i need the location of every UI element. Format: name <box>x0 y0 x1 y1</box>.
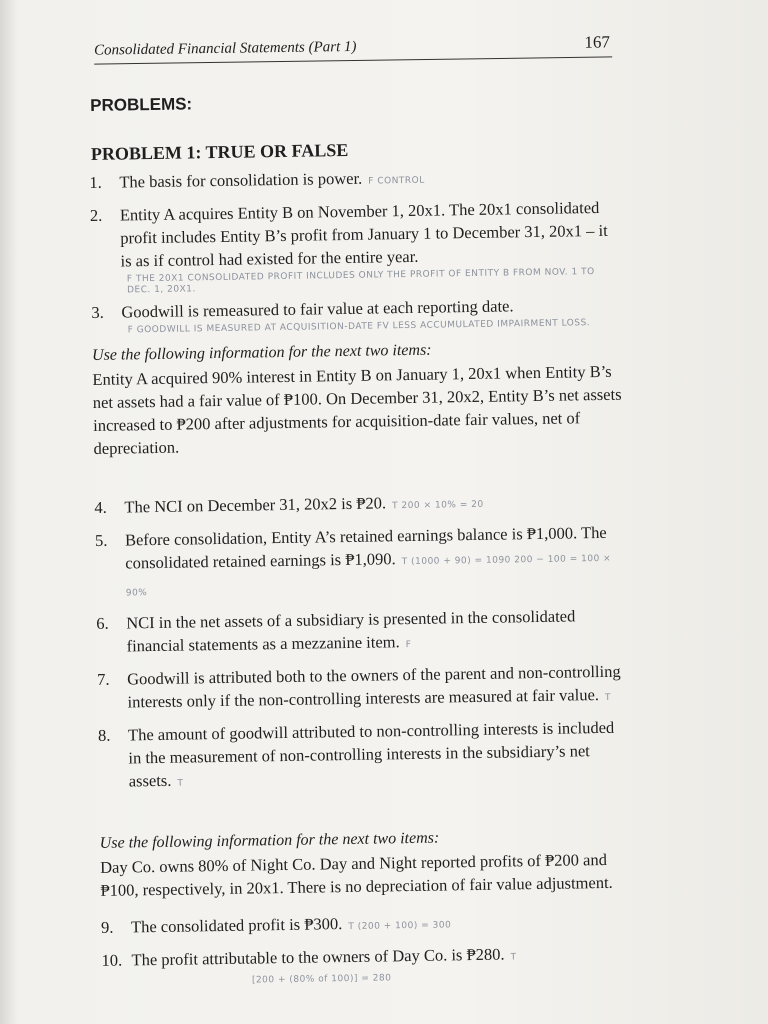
question-number: 7. <box>97 669 110 689</box>
page-content <box>88 88 632 993</box>
section-heading: PROBLEMS: <box>89 94 193 115</box>
question-text: NCI in the net assets of a subsidiary is presented in the consolidated financial statements as a mezzanine item. <box>126 606 576 656</box>
question-number: 8. <box>97 725 111 745</box>
question-number: 2. <box>89 205 103 225</box>
question-text: Before consolidation, Entity A’s retained earnings balance is ₱1,000. The consolidated retained earnings is ₱1,090. <box>124 522 607 573</box>
instruction-text: Use the following information for the next two items: <box>91 341 432 364</box>
handwritten-note: T (200 + 100) = 300 <box>348 920 452 933</box>
question-text: The NCI on December 31, 20x2 is ₱20. <box>124 493 387 517</box>
handwritten-note: T <box>604 692 612 703</box>
handwritten-note: F <box>405 639 412 651</box>
question-item-1 <box>89 163 619 198</box>
question-text: Entity A acquires Entity B on November 1, 20x1. The 20x1 consolidated profit includes Entity B’s profit from January 1 to December 31, 20x1 – it is as if control had existed for the entire year. <box>119 197 608 271</box>
question-item-2 <box>90 196 621 273</box>
instruction-text: Use the following information for the next two items: <box>99 829 440 852</box>
handwritten-note: F GOODWILL IS MEASURED AT ACQUISITION-DATE FV LESS ACCUMULATED IMPAIRMENT LOSS. <box>127 318 591 336</box>
question-number: 4. <box>94 497 107 517</box>
given-information: Entity A acquired 90% interest in Entity B on January 1, 20x1 when Entity B’s net assets had a fair value of ₱100. On December 31, 20x2, Entity B’s net assets increased to ₱200 after adjustments for acquisition-date fair values, net of depreciation. <box>92 361 622 458</box>
question-text: The profit attributable to the owners of Day Co. is ₱280. <box>131 944 505 970</box>
question-item-8 <box>98 716 629 797</box>
question-number: 1. <box>89 172 102 192</box>
page-header <box>94 26 612 64</box>
blank-space <box>99 795 629 825</box>
problem-title: PROBLEM 1: TRUE OR FALSE <box>90 139 349 164</box>
question-item-6 <box>96 604 627 662</box>
handwritten-note: F THE 20X1 CONSOLIDATED PROFIT INCLUDES ONLY THE PROFIT OF ENTITY B FROM NOV. 1 TO DEC. 1, 20X1. <box>126 267 595 296</box>
question-number: 3. <box>91 302 104 322</box>
question-item-7 <box>97 660 628 718</box>
running-head: Consolidated Financial Statements (Part 1) <box>93 38 357 59</box>
given-information: Day Co. owns 80% of Night Co. Day and Night reported profits of ₱200 and ₱100, respectively, in 20x1. There is no depreciation of fair value adjustment. <box>99 849 613 900</box>
handwritten-note: T (1000 + 90) = 1090 200 − 100 = 100 × 90% <box>125 553 612 599</box>
handwritten-note: T 200 × 10% = 20 <box>392 499 484 512</box>
question-text: Goodwill is remeasured to fair value at each reporting date. <box>121 296 514 322</box>
question-text: The amount of goodwill attributed to non-controlling interests is included in the measurement of non-controlling interests in the subsidiary’s net assets. <box>127 717 615 791</box>
question-text: The basis for consolidation is power. <box>119 168 363 192</box>
question-item-9 <box>101 908 631 943</box>
question-item-5 <box>95 521 626 606</box>
question-number: 9. <box>100 917 114 937</box>
handwritten-note: T <box>177 778 184 789</box>
page-number: 167 <box>584 32 611 52</box>
handwritten-note: [200 + (80% of 100)] = 280 <box>251 973 392 986</box>
question-number: 6. <box>96 613 109 633</box>
question-text: Goodwill is attributed both to the owners of the parent and non-controlling interests only if the non-controlling interests are measured at fair value. <box>127 661 621 712</box>
question-number: 10. <box>101 950 123 970</box>
handwritten-note: T <box>510 952 517 963</box>
handwritten-note: F CONTROL <box>368 175 425 187</box>
question-number: 5. <box>94 530 108 550</box>
question-text: The consolidated profit is ₱300. <box>130 914 343 937</box>
